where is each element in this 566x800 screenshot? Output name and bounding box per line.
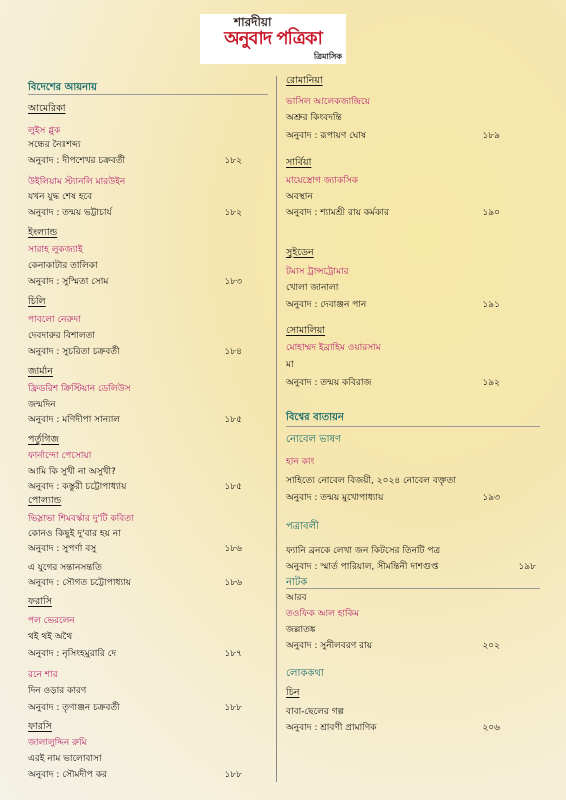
page-number: ১৮৩ [224, 277, 242, 287]
country-label: ফারসি [28, 721, 52, 732]
entry-title[interactable]: এরই নাম ভালোবাসা [28, 754, 102, 764]
section-rule [286, 426, 540, 427]
author-name[interactable]: সারাহ লুকজ্যাই [28, 245, 83, 255]
masthead-subtitle: ত্রিমাসিক [313, 52, 342, 61]
translator: অনুবাদ : স্মার্ত পারিয়াল, সীমন্তিনী দাশগুপ্ত [286, 562, 439, 572]
entry-title[interactable]: মা [286, 360, 294, 370]
translator: অনুবাদ : দেবাঞ্জন পান [286, 300, 367, 310]
translator: অনুবাদ : দীপশেখর চক্রবর্তী [28, 156, 126, 166]
country-label: সুইডেন [286, 247, 314, 258]
author-name[interactable]: ভাসিল আলেকজান্দ্রিয়ে [286, 97, 370, 107]
author-name[interactable]: হান কাং [286, 457, 315, 467]
subsection-label: পত্রাবলী [286, 521, 319, 532]
translator: অনুবাদ : সুপর্ণা বসু [28, 544, 97, 554]
section-rule [286, 588, 540, 589]
author-name[interactable]: উইলিয়াম স্ট্যানলি মারউইন [28, 177, 126, 187]
translator: অনুবাদ : তন্ময় কবিরাজ [286, 378, 372, 388]
entry-title[interactable]: অবস্থান [286, 192, 313, 202]
translator: অনুবাদ : সৌগত চট্টোপাধ্যায় [28, 578, 131, 588]
entry-title[interactable]: কেনাকাটার তালিকা [28, 261, 98, 271]
translator: অনুবাদ : তন্ময় ভট্টাচার্য [28, 208, 112, 218]
page-number: ২০২ [482, 641, 500, 651]
author-name[interactable]: ফার্নান্দো পেসোয়া [28, 451, 92, 461]
page-number: ১৮৮ [224, 703, 242, 713]
page-number: ১৮৬ [224, 544, 242, 554]
country-label: রোমানিয়া [286, 75, 323, 86]
masthead [200, 14, 346, 64]
translator: অনুবাদ : কস্তুরী চট্টোপাধ্যায় [28, 482, 127, 492]
author-name[interactable]: লুইস গ্লুক [28, 126, 61, 136]
page-number: ১৯২ [482, 378, 500, 388]
author-name[interactable]: টমাস ট্রান্সট্রোমার [286, 267, 349, 277]
entry-title[interactable]: যখন যুদ্ধ শেষ হবে [28, 192, 93, 202]
translator: অনুবাদ : নৃসিংহমুরারি দে [28, 649, 117, 659]
subsection-label: নাটক [286, 577, 308, 588]
translator: অনুবাদ : তন্ময় মুখোপাধ্যায় [286, 493, 384, 503]
section-rule [28, 94, 268, 95]
author-name[interactable]: পল ভেরলেন [28, 616, 75, 626]
country-label: পর্তুগিজ [28, 434, 60, 445]
column-divider [276, 76, 277, 782]
country-label: ফরাসি [28, 596, 52, 607]
entry-title[interactable]: সাহিত্যে নোবেল বিজয়ী, ২০২৪ নোবেল বক্তৃতা [286, 476, 456, 486]
translator: অনুবাদ : রূপায়ণ ঘোষ [286, 131, 366, 141]
page-number: ১৮৯ [482, 131, 500, 141]
page-number: ১৮৬ [224, 578, 242, 588]
country-label: সার্বিয়া [286, 157, 312, 168]
entry-title[interactable]: জন্মদিন [28, 400, 56, 410]
subsection-sublabel: আরব [286, 593, 307, 603]
country-label: পোল্যান্ড [28, 495, 62, 506]
author-name[interactable]: ভিস্লাভা শিমবর্স্কার দু'টি কবিতা [28, 514, 134, 524]
subsection-label: নোবেল ভাষণ [286, 434, 342, 445]
translator: অনুবাদ : সুস্মিতা সোম [28, 277, 109, 287]
translator: অনুবাদ : মণিদীপা সান্যাল [28, 415, 121, 425]
entry-title[interactable]: অশ্রুর কিংবদন্তি [286, 113, 342, 123]
page-number: ১৮৭ [224, 649, 242, 659]
entry-title[interactable]: জল্লাতঙ্ক [286, 625, 316, 635]
entry-title[interactable]: এ যুগের সন্তানসন্ততি [28, 563, 102, 573]
page-number: ১৮৮ [224, 770, 242, 780]
translator: অনুবাদ : সুচরিতা চক্রবর্তী [28, 347, 120, 357]
page-number: ১৯৮ [518, 562, 536, 572]
translator: অনুবাদ : সৌমদীপ কর [28, 770, 107, 780]
page-number: ১৮৪ [224, 347, 242, 357]
translator: অনুবাদ : তৃণাঞ্জন চক্রবর্তী [28, 703, 120, 713]
entry-title[interactable]: কোনও কিছুই দু'বার হয় না [28, 529, 121, 539]
page-number: ১৯১ [482, 300, 500, 310]
entry-title[interactable]: থই থই অথৈ [28, 632, 73, 642]
page-number: ১৯৩ [482, 493, 500, 503]
page-number: ১৯০ [482, 208, 500, 218]
country-label: আমেরিকা [28, 103, 66, 114]
masthead-logo: অনুবাদ পত্রিকা [224, 28, 322, 49]
country-label: জার্মান [28, 366, 53, 377]
author-name[interactable]: পাবলো নেরুদা [28, 315, 81, 325]
entry-title[interactable]: দেবদারুর বিশালতা [28, 331, 96, 341]
page-number: ১৮২ [224, 156, 242, 166]
subsection-label: লোককথা [286, 668, 324, 679]
entry-title[interactable]: খোলা জানালা [286, 283, 339, 293]
entry-title[interactable]: সন্ধের নৈঃশব্দ্য [28, 140, 81, 150]
entry-title[interactable]: দিন ওড়ার কারণ [28, 686, 87, 696]
masthead-top-text: শারদীয়া [234, 15, 272, 29]
entry-title[interactable]: ফ্যানি ব্রনকে লেখা জন কিটসের তিনটি পত্র [286, 546, 441, 556]
author-name[interactable]: ফ্রিডরিশ ক্রিস্টিয়ান ডেলিউস [28, 384, 131, 394]
entry-title[interactable]: আমি কি সুখী না অসুখী? [28, 467, 116, 477]
translator: অনুবাদ : শ্রাবণী প্রামাণিক [286, 723, 377, 733]
section-title: বিশ্বের বাতায়ন [286, 412, 344, 423]
country-label: ইংল্যান্ড [28, 227, 58, 238]
section-title: বিদেশের আয়নায় [28, 82, 97, 93]
translator: অনুবাদ : সুনীলবরণ রায় [286, 641, 372, 651]
author-name[interactable]: জালালুদ্দিন রুমি [28, 738, 87, 748]
country-label: সোমালিয়া [286, 325, 326, 336]
author-name[interactable]: তওফিক আল হাকিম [286, 609, 359, 619]
page-number: ১৮৫ [224, 482, 242, 492]
author-name[interactable]: মায়েস্ত্রোগ জ্যাকসিক [286, 176, 359, 186]
country-label: চিলি [28, 296, 46, 307]
page-number: ১৮২ [224, 208, 242, 218]
translator: অনুবাদ : শ্যামশ্রী রায় কর্মকার [286, 208, 389, 218]
author-name[interactable]: রনে শার [28, 670, 58, 680]
author-name[interactable]: মোহাম্মদ ইব্রাহিম ওয়ারসাম [286, 343, 381, 353]
page-number: ২০৬ [482, 723, 500, 733]
entry-title[interactable]: বাবা-ছেলের গল্প [286, 707, 345, 717]
page-number: ১৮৫ [224, 415, 242, 425]
country-label: চিন [286, 687, 300, 698]
